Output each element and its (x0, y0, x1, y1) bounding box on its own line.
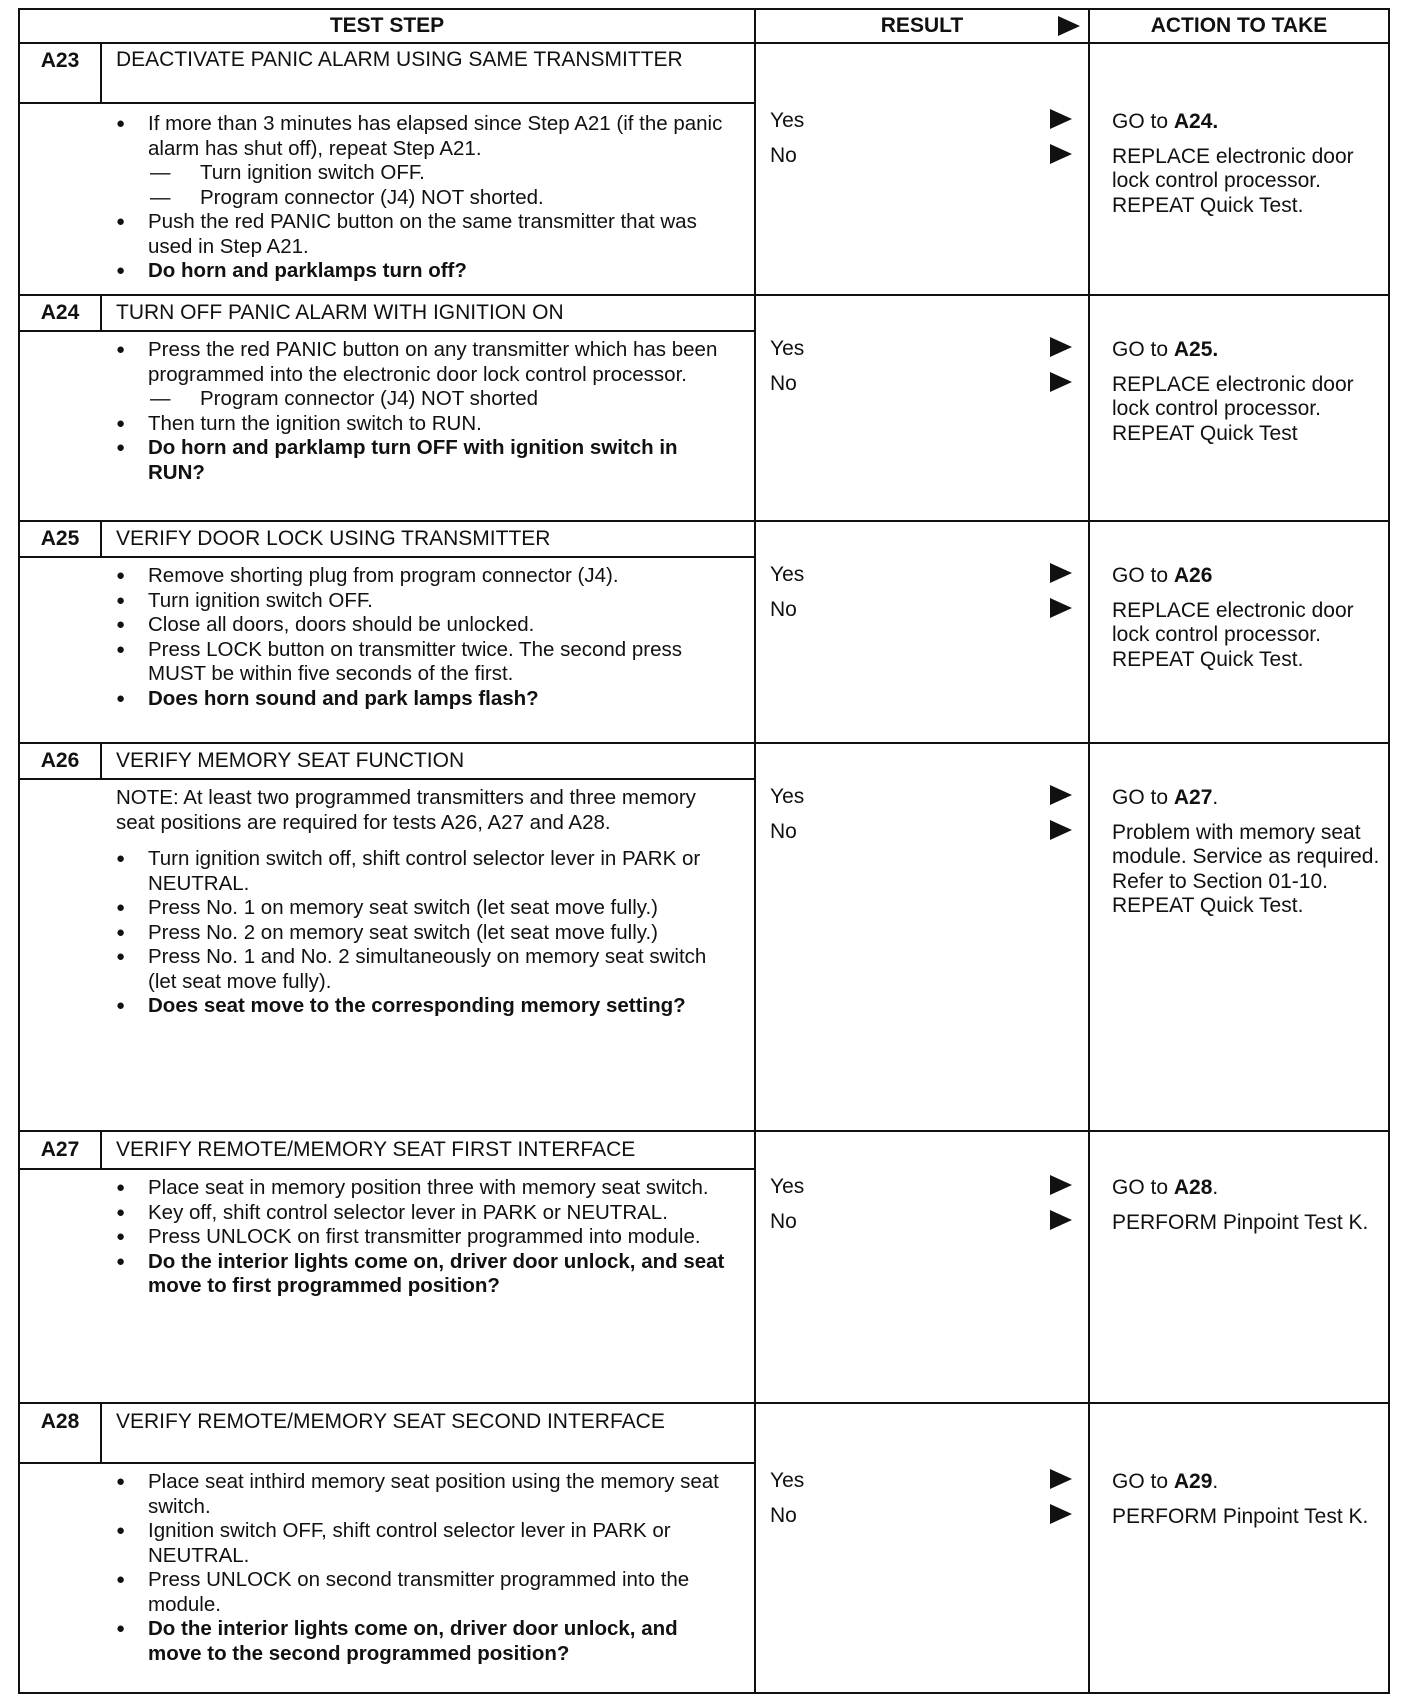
action-yes: GO to A28. (1112, 1176, 1219, 1199)
step-row-a26 (20, 744, 1388, 1132)
step-title: VERIFY MEMORY SEAT FUNCTION (116, 749, 465, 772)
header-arrow-icon (1058, 16, 1080, 36)
step-title-bar (20, 296, 754, 332)
step-title-bar (20, 42, 754, 104)
step-bullet: ● Press No. 2 on memory seat switch (let seat move fully.) (20, 921, 754, 946)
step-bullet: ● Push the red PANIC button on the same transmitter that was used in Step A21. (20, 210, 754, 259)
step-question: ● Do horn and parklamps turn off? (20, 259, 754, 284)
arrow-right-icon (1050, 598, 1072, 618)
goto-step-link: A28 (1173, 1176, 1213, 1199)
step-title: TURN OFF PANIC ALARM WITH IGNITION ON (116, 301, 564, 324)
result-cell (770, 1464, 1080, 1534)
action-no: PERFORM Pinpoint Test K. (1112, 1210, 1369, 1234)
step-id: A28 (20, 1404, 102, 1462)
action-yes: GO to A29. (1112, 1470, 1219, 1493)
action-no: REPLACE electronic door lock control processor. REPEAT Quick Test. (1112, 598, 1354, 671)
header-result: RESULT (880, 14, 964, 37)
action-cell (1112, 1176, 1384, 1245)
step-title: VERIFY DOOR LOCK USING TRANSMITTER (116, 527, 551, 550)
result-no: No (770, 372, 797, 395)
result-yes: Yes (770, 1469, 805, 1492)
action-cell (1112, 786, 1384, 929)
step-question: ● Does horn sound and park lamps flash? (20, 687, 754, 712)
step-bullet: ● If more than 3 minutes has elapsed since Step A21 (if the panic alarm has shut off), repeat Step A21. (20, 112, 754, 161)
action-no: REPLACE electronic door lock control processor. REPEAT Quick Test. (1112, 144, 1354, 217)
result-no: No (770, 1504, 797, 1527)
action-yes: GO to A24. (1112, 110, 1219, 133)
step-title-bar (20, 1132, 754, 1170)
step-bullet: ● Turn ignition switch OFF. (20, 589, 754, 614)
step-row-a24 (20, 296, 1388, 522)
step-bullet: ● Press UNLOCK on first transmitter programmed into module. (20, 1225, 754, 1250)
action-cell (1112, 1470, 1384, 1539)
step-question: ● Does seat move to the corresponding memory setting? (20, 994, 754, 1019)
step-bullet: ● Place seat in memory position three with memory seat switch. (20, 1176, 754, 1201)
step-body (20, 112, 754, 284)
step-bullet: ● Ignition switch OFF, shift control selector lever in PARK or NEUTRAL. (20, 1519, 754, 1568)
step-title: VERIFY REMOTE/MEMORY SEAT FIRST INTERFACE (116, 1138, 636, 1161)
step-body (20, 1470, 754, 1666)
step-title: VERIFY REMOTE/MEMORY SEAT SECOND INTERFACE (116, 1410, 665, 1433)
step-row-a27 (20, 1132, 1388, 1404)
result-yes: Yes (770, 109, 805, 132)
step-bullet: ● Place seat inthird memory seat position using the memory seat switch. (20, 1470, 754, 1519)
step-id: A23 (20, 42, 102, 102)
arrow-right-icon (1050, 109, 1072, 129)
table-header (20, 10, 1388, 44)
step-id: A26 (20, 744, 102, 778)
result-cell (770, 1170, 1080, 1240)
step-id: A25 (20, 522, 102, 556)
result-yes: Yes (770, 1175, 805, 1198)
step-title-bar (20, 744, 754, 780)
step-bullet: ● Press No. 1 and No. 2 simultaneously on memory seat switch (let seat move fully). (20, 945, 754, 994)
step-bullet: ● Remove shorting plug from program connector (J4). (20, 564, 754, 589)
action-cell (1112, 338, 1384, 456)
result-cell (770, 558, 1080, 628)
result-no: No (770, 820, 797, 843)
result-yes: Yes (770, 337, 805, 360)
arrow-right-icon (1050, 144, 1072, 164)
goto-step-link: A27 (1173, 786, 1213, 809)
step-subitem: — Program connector (J4) NOT shorted. (20, 186, 754, 211)
goto-step-link: A26 (1173, 564, 1213, 587)
step-id: A24 (20, 296, 102, 330)
step-row-a28 (20, 1404, 1388, 1694)
step-bullet: ● Press LOCK button on transmitter twice. The second press MUST be within five seconds of the first. (20, 638, 754, 687)
action-no: Problem with memory seat module. Service as required. Refer to Section 01-10. REPEAT Quick Test. (1112, 820, 1380, 917)
step-note: NOTE: At least two programmed transmitters and three memory seat positions are required for tests A26, A27 and A28. (116, 786, 696, 834)
step-bullet: ● Turn ignition switch off, shift control selector lever in PARK or NEUTRAL. (20, 847, 754, 896)
arrow-right-icon (1050, 820, 1072, 840)
goto-step-link: A25. (1173, 338, 1219, 361)
action-yes: GO to A26 (1112, 564, 1213, 587)
diagnostic-table (18, 8, 1390, 1694)
header-action-to-take: ACTION TO TAKE (1150, 14, 1328, 37)
action-yes: GO to A27. (1112, 786, 1219, 809)
step-bullet: ● Then turn the ignition switch to RUN. (20, 412, 754, 437)
step-title-bar (20, 1404, 754, 1464)
step-subitem: — Turn ignition switch OFF. (20, 161, 754, 186)
arrow-right-icon (1050, 785, 1072, 805)
step-body (20, 338, 754, 485)
arrow-right-icon (1050, 1504, 1072, 1524)
result-cell (770, 332, 1080, 402)
step-body (20, 564, 754, 711)
action-no: REPLACE electronic door lock control processor. REPEAT Quick Test (1112, 372, 1354, 445)
arrow-right-icon (1050, 1175, 1072, 1195)
arrow-right-icon (1050, 1210, 1072, 1230)
step-body (20, 1176, 754, 1299)
step-subitem: — Program connector (J4) NOT shorted (20, 387, 754, 412)
arrow-right-icon (1050, 1469, 1072, 1489)
step-title-bar (20, 522, 754, 558)
step-question: ● Do the interior lights come on, driver door unlock, and seat move to first programmed position? (20, 1250, 754, 1299)
step-row-a23 (20, 42, 1388, 296)
result-yes: Yes (770, 563, 805, 586)
arrow-right-icon (1050, 372, 1072, 392)
step-title: DEACTIVATE PANIC ALARM USING SAME TRANSMITTER (116, 48, 683, 71)
goto-step-link: A29 (1173, 1470, 1213, 1493)
arrow-right-icon (1050, 337, 1072, 357)
header-test-step: TEST STEP (329, 14, 445, 37)
result-no: No (770, 144, 797, 167)
step-body (20, 786, 754, 1019)
goto-step-link: A24. (1173, 110, 1219, 133)
result-cell (770, 104, 1080, 174)
step-bullet: ● Press No. 1 on memory seat switch (let seat move fully.) (20, 896, 754, 921)
step-row-a25 (20, 522, 1388, 744)
action-cell (1112, 110, 1384, 228)
step-bullet: ● Press UNLOCK on second transmitter programmed into the module. (20, 1568, 754, 1617)
step-question: ● Do the interior lights come on, driver door unlock, and move to the second programmed position? (20, 1617, 754, 1666)
step-id: A27 (20, 1132, 102, 1168)
result-no: No (770, 1210, 797, 1233)
result-cell (770, 780, 1080, 850)
step-bullet: ● Press the red PANIC button on any transmitter which has been programmed into the electronic door lock control processor. (20, 338, 754, 387)
step-bullet: ● Key off, shift control selector lever in PARK or NEUTRAL. (20, 1201, 754, 1226)
step-bullet: ● Close all doors, doors should be unlocked. (20, 613, 754, 638)
action-no: PERFORM Pinpoint Test K. (1112, 1504, 1369, 1528)
action-cell (1112, 564, 1384, 682)
arrow-right-icon (1050, 563, 1072, 583)
step-question: ● Do horn and parklamp turn OFF with ignition switch in RUN? (20, 436, 754, 485)
result-yes: Yes (770, 785, 805, 808)
result-no: No (770, 598, 797, 621)
action-yes: GO to A25. (1112, 338, 1219, 361)
